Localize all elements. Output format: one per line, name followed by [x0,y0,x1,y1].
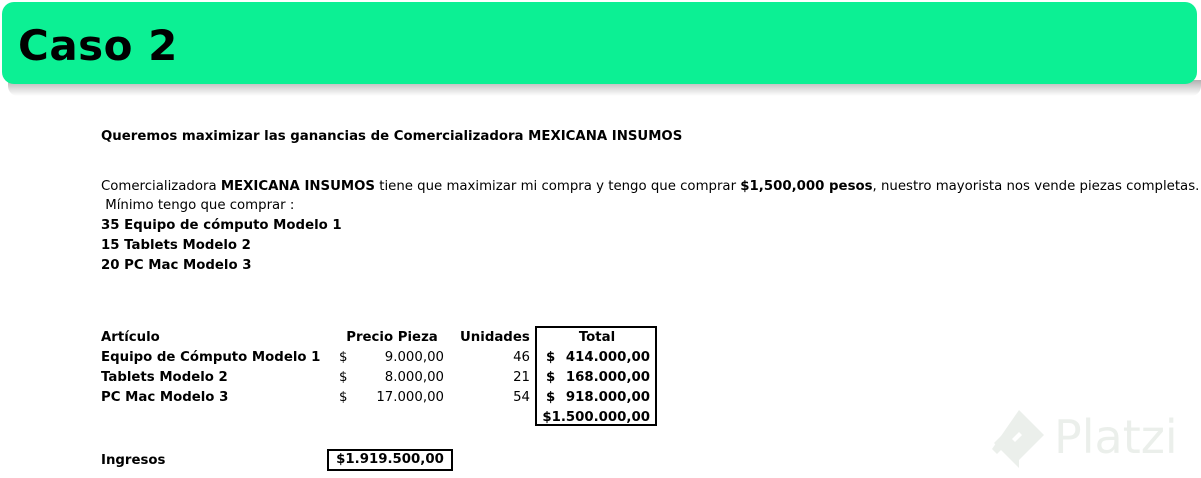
row-total: 414.000,00 [565,350,650,365]
banner-title: Caso 2 [18,21,178,70]
row-price: 9.000,00 [384,350,444,365]
platzi-watermark [988,406,1188,472]
grand-total: $1.500.000,00 [542,410,650,425]
row-units: 46 [513,350,530,365]
minimum-item: 15 Tablets Modelo 2 [101,238,251,253]
description-line-2: Mínimo tengo que comprar : [101,198,295,213]
watermark-text: Platzi [1054,410,1178,464]
row-article: PC Mac Modelo 3 [101,390,229,405]
row-currency: $ [339,350,348,365]
row-article: Tablets Modelo 2 [101,370,228,385]
row-currency: $ [339,390,348,405]
row-price: 17.000,00 [376,390,444,405]
description-line-1 [101,178,1199,196]
row-currency: $ [339,370,348,385]
title-banner [2,2,1197,84]
minimum-item: 20 PC Mac Modelo 3 [101,258,252,273]
row-article: Equipo de Cómputo Modelo 1 [101,350,321,365]
row-price: 8.000,00 [384,370,444,385]
header-units: Unidades [460,330,530,345]
row-units: 54 [513,390,530,405]
income-label: Ingresos [101,453,166,468]
company-name: MEXICANA INSUMOS [220,179,376,194]
description-part1: Comercializadora [101,179,221,194]
row-units: 21 [513,370,530,385]
row-total-currency: $ [546,390,556,405]
income-value: $1.919.500,00 [336,452,444,467]
header-total: Total [578,330,616,345]
description-part3: , nuestro mayorista nos vende piezas completas. [872,179,1200,194]
row-total: 918.000,00 [565,390,650,405]
row-total-currency: $ [546,350,556,365]
income-box [327,449,453,471]
row-total: 168.000,00 [565,370,650,385]
platzi-logo-icon [988,406,1050,472]
budget-amount: $1,500,000 pesos [740,179,873,194]
header-article: Artículo [101,330,160,345]
heading: Queremos maximizar las ganancias de Comercializadora MEXICANA INSUMOS [101,129,683,144]
minimum-item: 35 Equipo de cómputo Modelo 1 [101,218,342,233]
row-total-currency: $ [546,370,556,385]
header-price: Precio Pieza [346,330,438,345]
description-part2: tiene que maximizar mi compra y tengo que comprar [375,179,741,194]
